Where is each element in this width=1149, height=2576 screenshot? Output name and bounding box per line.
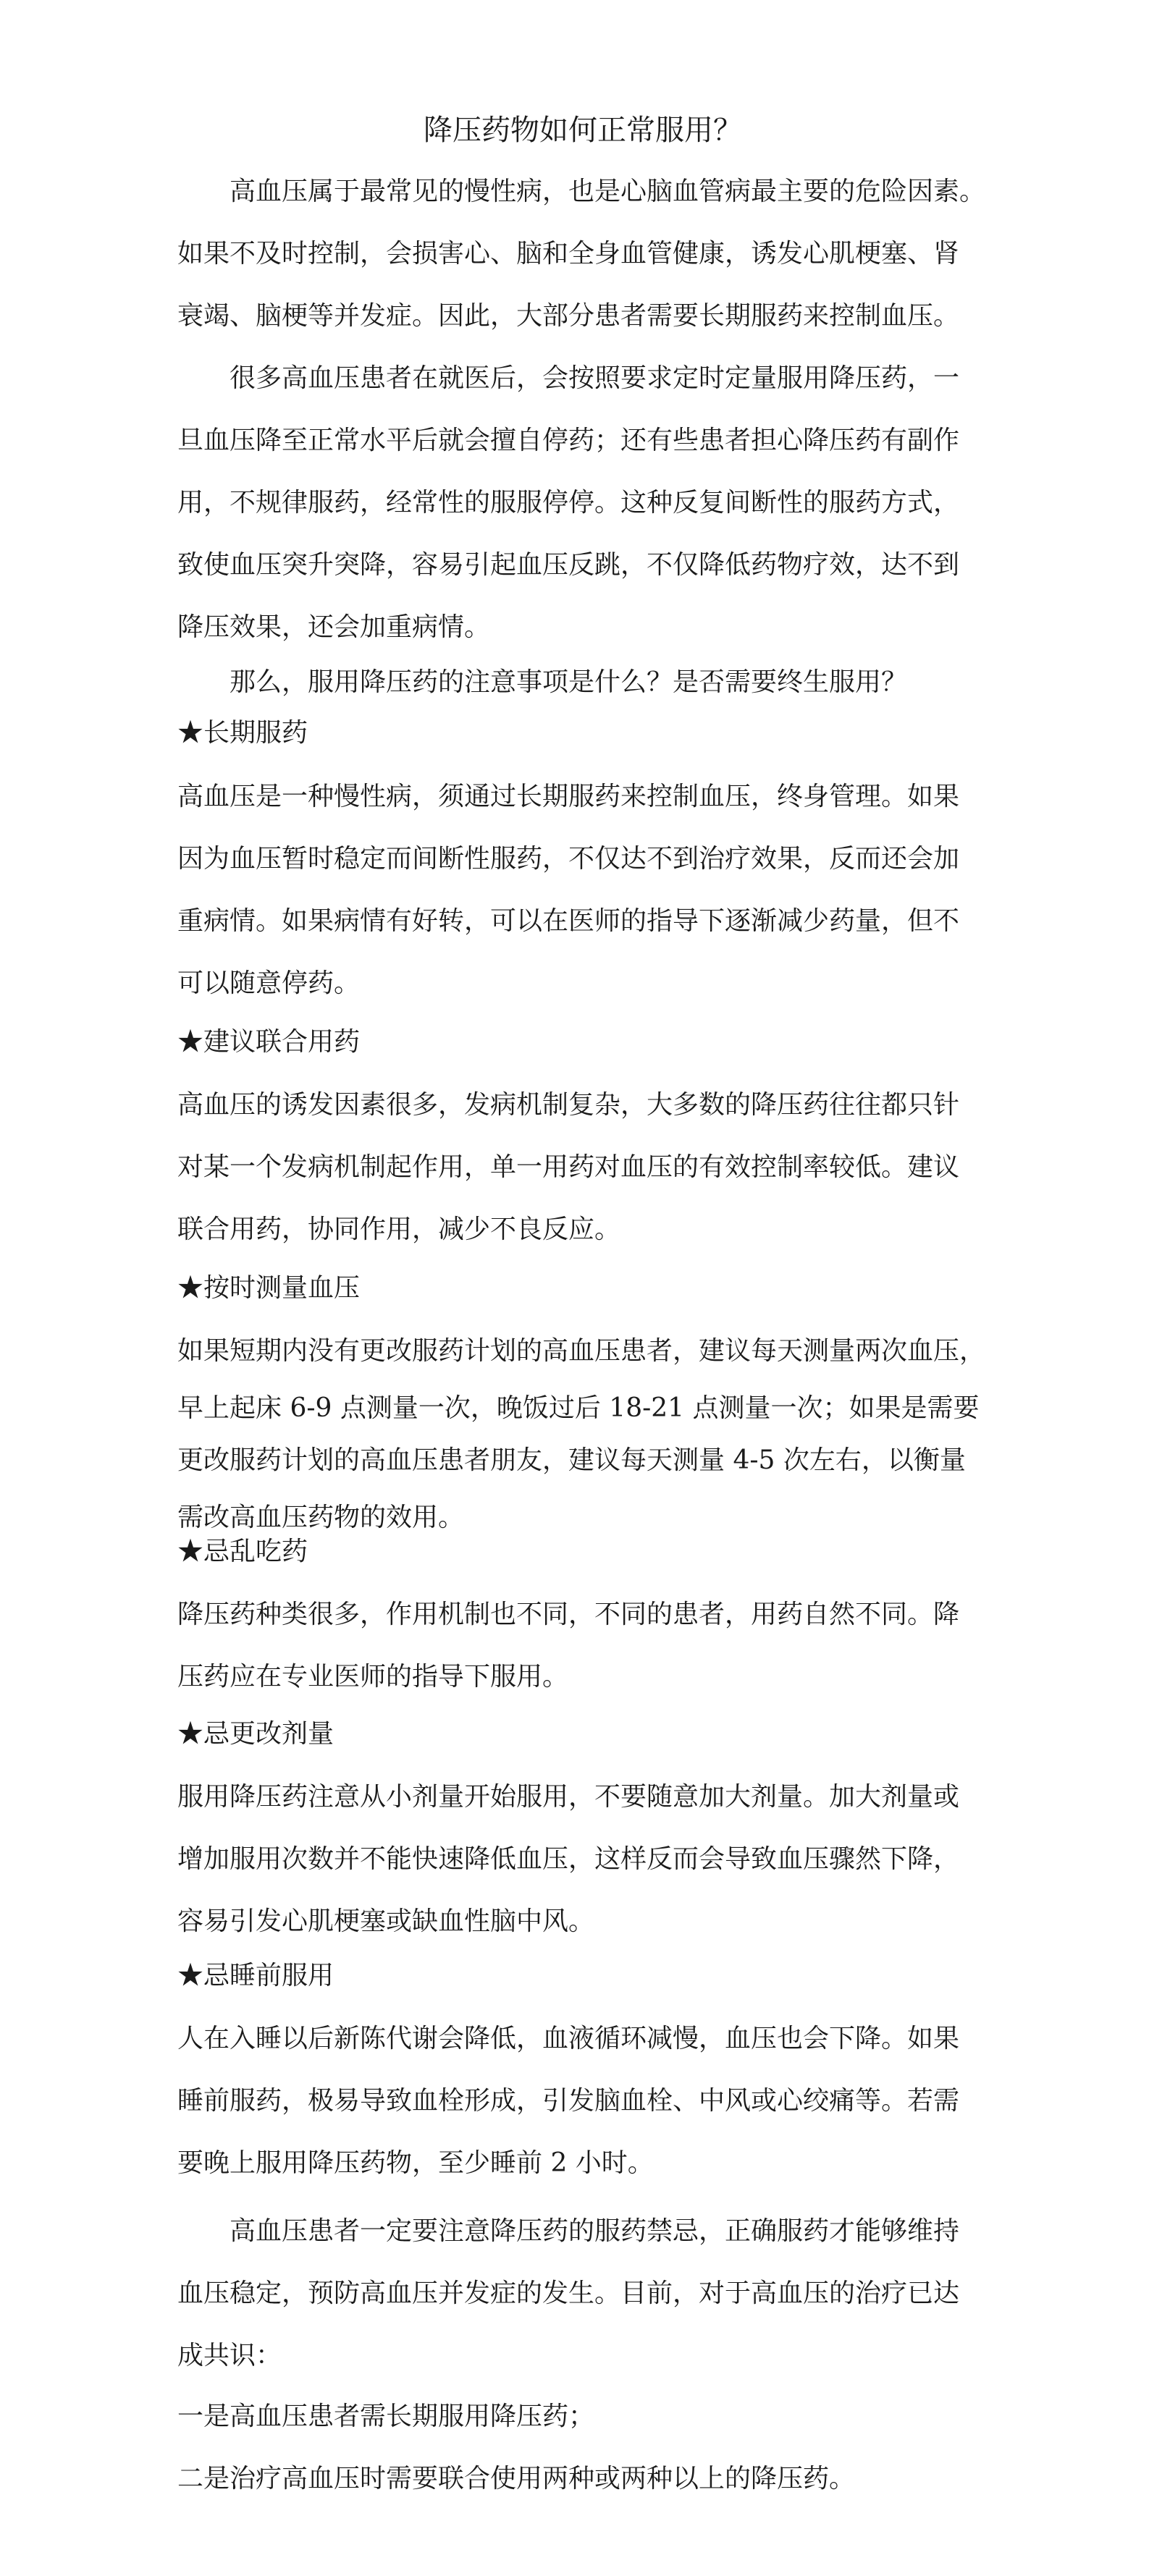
text-line: 高血压是一种慢性病，须通过长期服药来控制血压，终身管理。如果 <box>177 782 960 811</box>
paragraph-2 <box>177 347 988 659</box>
section-heading: ★忌乱吃药 <box>177 1537 308 1566</box>
text-line: 血压稳定，预防高血压并发症的发生。目前，对于高血压的治疗已达 <box>177 2279 960 2308</box>
section-heading: ★建议联合用药 <box>177 1027 361 1057</box>
text-line: 联合用药，协同作用，减少不良反应。 <box>177 1215 621 1244</box>
text-line: 早上起床 6-9 点测量一次，晚饭过后 18-21 点测量一次；如果是需要 <box>177 1393 980 1423</box>
text-line: 对某一个发病机制起作用，单一用药对血压的有效控制率较低。建议 <box>177 1152 960 1182</box>
section-heading: ★按时测量血压 <box>177 1273 361 1303</box>
text-line: 压药应在专业医师的指导下服用。 <box>177 1662 569 1692</box>
text-line: 那么，服用降压药的注意事项是什么？是否需要终生服用？ <box>230 667 908 697</box>
text-line: 增加服用次数并不能快速降低血压，这样反而会导致血压骤然下降， <box>177 1844 960 1874</box>
section-heading: ★忌睡前服用 <box>177 1961 334 1990</box>
text-line: 用，不规律服药，经常性的服服停停。这种反复间断性的服药方式， <box>177 488 960 518</box>
text-line: 容易引发心肌梗塞或缺血性脑中风。 <box>177 1906 595 1936</box>
text-line: 降压药种类很多，作用机制也不同，不同的患者，用药自然不同。降 <box>177 1600 960 1629</box>
section-body <box>177 1074 988 1261</box>
consensus-item: 一是高血压患者需长期服用降压药； <box>177 2402 595 2431</box>
text-line: 高血压的诱发因素很多，发病机制复杂，大多数的降压药往往都只针 <box>177 1090 960 1120</box>
text-line: 高血压患者一定要注意降压药的服药禁忌，正确服药才能够维持 <box>230 2216 960 2246</box>
conclusion-paragraph <box>177 2200 988 2387</box>
text-line: 需改高血压药物的效用。 <box>177 1503 465 1532</box>
section-heading: ★长期服药 <box>177 718 308 748</box>
document-title: 降压药物如何正常服用？ <box>424 114 742 147</box>
text-line: 致使血压突升突降，容易引起血压反跳，不仅降低药物疗效，达不到 <box>177 550 960 580</box>
text-line: 因为血压暂时稳定而间断性服药，不仅达不到治疗效果，反而还会加 <box>177 844 960 874</box>
text-line: 高血压属于最常见的慢性病，也是心脑血管病最主要的危险因素。 <box>230 177 986 206</box>
text-line: 如果短期内没有更改服药计划的高血压患者，建议每天测量两次血压， <box>177 1336 986 1366</box>
text-line: 人在入睡以后新陈代谢会降低，血液循环减慢，血压也会下降。如果 <box>177 2024 960 2053</box>
section-body <box>177 766 988 1015</box>
text-line: 可以随意停药。 <box>177 968 361 998</box>
intro-paragraph <box>177 161 988 347</box>
text-line: 降压效果，还会加重病情。 <box>177 612 491 642</box>
section-heading: ★忌更改剂量 <box>177 1719 334 1749</box>
text-line: 更改服药计划的高血压患者朋友，建议每天测量 4-5 次左右，以衡量 <box>177 1445 966 1475</box>
text-line: 很多高血压患者在就医后，会按照要求定时定量服用降压药，一 <box>230 363 960 393</box>
text-line: 要晚上服用降压药物，至少睡前 2 小时。 <box>177 2148 654 2178</box>
text-line: 睡前服药，极易导致血栓形成，引发脑血栓、中风或心绞痛等。若需 <box>177 2086 960 2116</box>
section-body <box>177 1584 988 1708</box>
consensus-list <box>177 2386 988 2510</box>
section-body <box>177 1320 988 1549</box>
text-line: 成共识： <box>177 2341 282 2370</box>
text-line: 如果不及时控制，会损害心、脑和全身血管健康，诱发心肌梗塞、肾 <box>177 239 960 269</box>
section-body <box>177 2008 988 2195</box>
consensus-item: 二是治疗高血压时需要联合使用两种或两种以上的降压药。 <box>177 2464 856 2493</box>
question-paragraph <box>177 651 988 714</box>
text-line: 服用降压药注意从小剂量开始服用，不要随意加大剂量。加大剂量或 <box>177 1782 960 1812</box>
section-body <box>177 1766 988 1953</box>
text-line: 旦血压降至正常水平后就会擅自停药；还有些患者担心降压药有副作 <box>177 426 960 455</box>
text-line: 重病情。如果病情有好转，可以在医师的指导下逐渐减少药量，但不 <box>177 906 960 936</box>
text-line: 衰竭、脑梗等并发症。因此，大部分患者需要长期服药来控制血压。 <box>177 301 960 331</box>
